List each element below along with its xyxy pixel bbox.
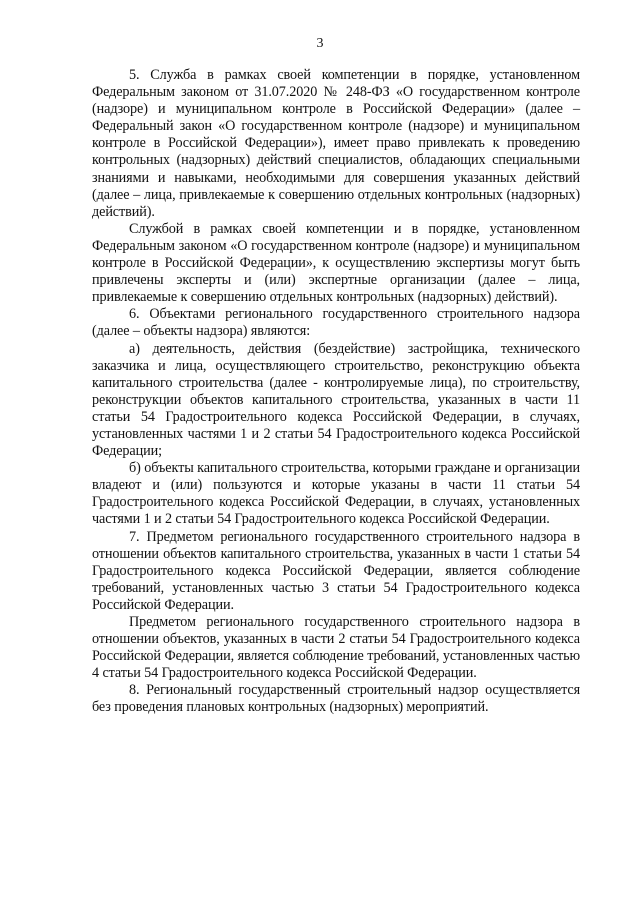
document-body	[92, 67, 580, 717]
paragraph-item-7-part-2: Предметом регионального государственного строительного надзора в отношении объектов, указанных в части 2 статьи 54 Градостроительного кодекса Российской Федерации, является соблюдение требований, установленных частью 4 статьи 54 Градостроительного кодекса Российской Федерации.	[92, 614, 580, 682]
paragraph-item-6a: а) деятельность, действия (бездействие) застройщика, технического заказчика и лица, осуществляющего строительство, реконструкцию объекта капитального строительства (далее - контролируемые лица), по строительству, реконструкции объектов капитального строительства, указанных в части 11 статьи 54 Градостроительного кодекса Российской Федерации, в случаях, установленных частями 1 и 2 статьи 54 Градостроительного кодекса Российской Федерации;	[92, 340, 580, 460]
paragraph-item-7: 7. Предметом регионального государственного строительного надзора в отношении объектов капитального строительства, указанных в части 1 статьи 54 Градостроительного кодекса Российской Федерации, является соблюдение требований, установленных частью 3 статьи 54 Градостроительного кодекса Российской Федерации.	[92, 528, 580, 613]
paragraph-experts: Службой в рамках своей компетенции и в порядке, установленном Федеральным законом «О государственном контроле (надзоре) и муниципальном контроле в Российской Федерации», к осуществлению экспертизы могут быть привлечены эксперты и (или) экспертные организации (далее – лица, привлекаемые к совершению отдельных контрольных (надзорных) действий).	[92, 220, 580, 306]
paragraph-item-8: 8. Региональный государственный строительный надзор осуществляется без проведения плановых контрольных (надзорных) мероприятий.	[92, 682, 580, 716]
paragraph-item-6b: б) объекты капитального строительства, которыми граждане и организации владеют и (или) пользуются и которые указаны в части 11 статьи 54 Градостроительного кодекса Российской Федерации, в случаях, установленных частями 1 и 2 статьи 54 Градостроительного кодекса Российской Федерации.	[92, 460, 580, 528]
page-number: 3	[316, 36, 324, 51]
paragraph-item-6: 6. Объектами регионального государственного строительного надзора (далее – объекты надзора) являются:	[92, 306, 580, 340]
paragraph-item-5: 5. Служба в рамках своей компетенции в порядке, установленном Федеральным законом от 31.07.2020 № 248-ФЗ «О государственном контроле (надзоре) и муниципальном контроле в Российской Федерации» (далее – Федеральный закон «О государственном контроле (надзоре) и муниципальном контроле в Российской Федерации»), имеет право привлекать к проведению контрольных (надзорных) действий специалистов, обладающих специальными знаниями и навыками, необходимыми для совершения указанных действий (далее – лица, привлекаемые к совершению отдельных контрольных (надзорных) действий).	[92, 67, 580, 220]
